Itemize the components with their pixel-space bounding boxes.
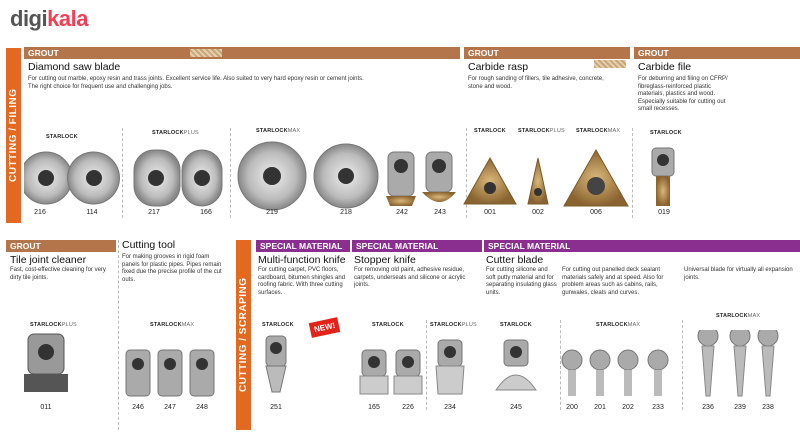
band-grout-rasp: GROUT	[464, 47, 630, 59]
product-number: 001	[484, 209, 496, 216]
product-number: 226	[402, 404, 414, 411]
rasp-002	[528, 158, 548, 204]
product-number: 242	[396, 209, 408, 216]
product-number: 011	[40, 404, 52, 411]
cutting-tool-246	[126, 350, 150, 396]
texture-swatch-diamond	[190, 49, 222, 57]
product-number: 234	[444, 404, 456, 411]
tile-joint-desc: Fast, cost-effective cleaning for very dirty tile joints.	[10, 267, 106, 281]
cutting-tool-247	[158, 350, 182, 396]
band-special-multiknife: SPECIAL MATERIAL	[256, 240, 350, 252]
product-number: 245	[510, 404, 522, 411]
file-title: Carbide file	[638, 61, 692, 73]
product-number: 216	[34, 209, 46, 216]
rasp-006	[564, 150, 628, 206]
starlock-max-badge: STARLOCKMAX	[256, 128, 301, 134]
starlock-badge: STARLOCK	[500, 322, 532, 328]
tile-joint-011	[24, 334, 68, 392]
diamond-title: Diamond saw blade	[28, 61, 121, 73]
product-number: 218	[340, 209, 352, 216]
product-number: 165	[368, 404, 380, 411]
starlock-max-badge: STARLOCKMAX	[150, 322, 195, 328]
product-number: 238	[762, 404, 774, 411]
universal-blade-desc: Universal blade for virtually all expansion joints.	[684, 267, 793, 281]
blade-219	[238, 142, 306, 210]
product-number: 246	[132, 404, 144, 411]
new-badge: NEW!	[309, 317, 341, 338]
blade-216	[24, 152, 72, 204]
starlock-plus-badge: STARLOCKPLUS	[152, 130, 199, 136]
stopper-desc: For removing old paint, adhesive residue, carpets, underseals and silicone or acrylic joints.	[354, 267, 466, 288]
starlock-badge: STARLOCK	[262, 322, 294, 328]
product-number: 200	[566, 404, 578, 411]
multi-knife-desc: For cutting carpet, PVC floors, cardboard, bitumen shingles and roofing fabric. With three cutting surfaces.	[258, 267, 346, 296]
digikala-logo[interactable]	[10, 6, 88, 32]
product-number: 236	[702, 404, 714, 411]
blade-166	[182, 150, 222, 206]
band-special-stopper: SPECIAL MATERIAL	[352, 240, 482, 252]
product-number: 114	[86, 209, 98, 216]
deck-201	[590, 350, 610, 396]
universal-239	[730, 330, 750, 396]
rasp-desc: For rough sanding of fillers, tile adhesive, concrete, stone and wood.	[468, 76, 604, 90]
multi-knife-title: Multi-function knife	[258, 254, 346, 266]
product-number: 251	[270, 404, 282, 411]
band-grout-diamond: GROUT	[24, 47, 460, 59]
cutter-title: Cutter blade	[486, 254, 544, 266]
side-label-cutting-filing: CUTTING / FILING	[6, 48, 21, 223]
starlock-badge: STARLOCK	[650, 130, 682, 136]
logo-text-a: digi	[10, 6, 48, 31]
cutting-tool-desc: For making grooves in rigid foam panels for plastic pipes. Pipes remain fixed due the precise profile of the cut outs.	[122, 254, 222, 283]
band-special-cutter: SPECIAL MATERIAL	[484, 240, 800, 252]
starlock-plus-badge: STARLOCKPLUS	[518, 128, 565, 134]
product-number: 219	[266, 209, 278, 216]
starlock-badge: STARLOCK	[372, 322, 404, 328]
starlock-badge: STARLOCK	[474, 128, 506, 134]
product-number: 217	[148, 209, 160, 216]
bottom-products-illustration	[0, 330, 800, 402]
product-number: 201	[594, 404, 606, 411]
cutting-tool-title: Cutting tool	[122, 239, 176, 251]
band-grout-file: GROUT	[634, 47, 800, 59]
file-desc: For deburring and filing on CFRP/ fibreglass-reinforced plastic materials, plastics and wood. Especially suitable for cutting out small recesses.	[638, 76, 728, 112]
multi-knife-251	[266, 336, 286, 392]
stopper-234	[436, 340, 464, 394]
product-number: 243	[434, 209, 446, 216]
deck-sealant-desc: For cutting out panelled deck sealant materials safely and at speed. Also for problem areas such as cabins, rails, gunwales, cleats and curves.	[562, 267, 664, 296]
stopper-226	[394, 350, 422, 394]
product-number: 166	[200, 209, 212, 216]
universal-236	[698, 330, 718, 396]
product-number: 019	[658, 209, 670, 216]
stopper-165	[360, 350, 388, 394]
texture-swatch-rasp	[594, 60, 626, 68]
cutter-desc: For cutting silicone and soft putty material and for separating insulating glass units.	[486, 267, 557, 296]
band-grout-tile: GROUT	[6, 240, 116, 252]
tile-joint-title: Tile joint cleaner	[10, 254, 87, 266]
starlock-badge: STARLOCK	[46, 134, 78, 140]
starlock-plus-badge: STARLOCKPLUS	[430, 322, 477, 328]
product-number: 233	[652, 404, 664, 411]
product-number: 239	[734, 404, 746, 411]
blade-243	[422, 152, 456, 202]
universal-238	[758, 330, 778, 396]
blade-217	[134, 150, 180, 206]
product-number: 006	[590, 209, 602, 216]
deck-202	[618, 350, 638, 396]
logo-text-b: kala	[47, 6, 88, 31]
product-number: 247	[164, 404, 176, 411]
stopper-title: Stopper knife	[354, 254, 416, 266]
product-number: 202	[622, 404, 634, 411]
deck-233	[648, 350, 668, 396]
diamond-desc: For cutting out marble, epoxy resin and trass joints. Excellent service life. Also suited to very hard epoxy resin or cement joints. The right choice for frequent use and challenging jobs.	[28, 76, 364, 90]
file-019	[652, 148, 674, 206]
starlock-plus-badge: STARLOCKPLUS	[30, 322, 77, 328]
rasp-title: Carbide rasp	[468, 61, 529, 73]
deck-200	[562, 350, 582, 396]
cutting-tool-248	[190, 350, 214, 396]
side-label-cutting-scraping: CUTTING / SCRAPING	[236, 240, 251, 430]
blade-218	[314, 144, 378, 208]
product-number: 248	[196, 404, 208, 411]
starlock-max-badge: STARLOCKMAX	[716, 313, 761, 319]
starlock-max-badge: STARLOCKMAX	[576, 128, 621, 134]
blade-114	[68, 152, 120, 204]
cutter-245	[496, 340, 536, 390]
blade-242	[386, 152, 416, 206]
rasp-001	[464, 158, 516, 204]
product-number: 002	[532, 209, 544, 216]
top-products-illustration	[24, 140, 800, 212]
starlock-max-badge: STARLOCKMAX	[596, 322, 641, 328]
